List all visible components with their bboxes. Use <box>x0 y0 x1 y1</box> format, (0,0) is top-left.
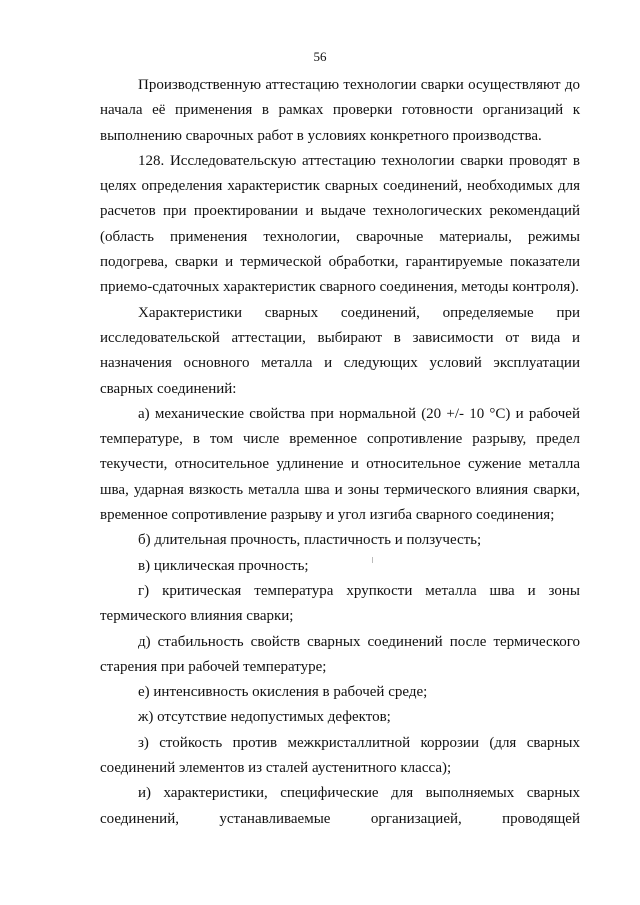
list-item-d-property-stability: д) стабильность свойств сварных соединений после термического старения при рабочей температуре; <box>100 633 580 675</box>
list-item-a-mechanical-properties: а) механические свойства при нормальной (20 +/- 10 °С) и рабочей температуре, в том числе временное сопротивление разрыву, предел текучести, относительное удлинение и относительное сужение металла шва, ударная вязкость металла шва и зоны термического влияния сварки, временное сопротивление разрыву и угол изгиба сварного соединения; <box>100 405 580 524</box>
list-item-zh-no-defects: ж) отсутствие недопустимых дефектов; <box>138 709 391 726</box>
body-text <box>100 73 580 832</box>
scan-mark <box>372 557 373 563</box>
paragraph-production-attestation: Производственную аттестацию технологии сварки осуществляют до начала её применения в рамках проверки готовности организаций к выполнению сварочных работ в условиях конкретного производства. <box>100 77 580 144</box>
page-number: 56 <box>313 49 327 64</box>
paragraph-128-research-attestation: 128. Исследовательскую аттестацию технологии сварки проводят в целях определения характеристик сварных соединений, необходимых для расчетов при проектировании и выдаче технологических рекомендаций (область применения технологии, сварочные материалы, режимы подогрева, сварки и термической обработки, гарантируемые показатели приемо-сдаточных характеристик сварного соединения, методы контроля). <box>100 152 580 296</box>
list-item-g-brittleness-temperature: г) критическая температура хрупкости металла шва и зоны термического влияния сварки; <box>100 582 580 625</box>
list-item-e-oxidation-intensity: е) интенсивность окисления в рабочей среде; <box>138 684 428 701</box>
list-item-b-long-term-strength: б) длительная прочность, пластичность и ползучесть; <box>138 532 482 549</box>
paragraph-characteristics-intro: Характеристики сварных соединений, определяемые при исследовательской аттестации, выбирают в зависимости от вида и назначения основного металла и следующих условий эксплуатации сварных соединений: <box>100 304 580 397</box>
list-item-v-cyclic-strength: в) циклическая прочность; <box>138 557 309 574</box>
list-item-i-specific-characteristics: и) характеристики, специфические для выполняемых сварных соединений, устанавливаемые организацией, проводящей <box>100 785 580 827</box>
list-item-z-corrosion-resistance: з) стойкость против межкристаллитной коррозии (для сварных соединений элементов из сталей аустенитного класса); <box>100 734 580 777</box>
